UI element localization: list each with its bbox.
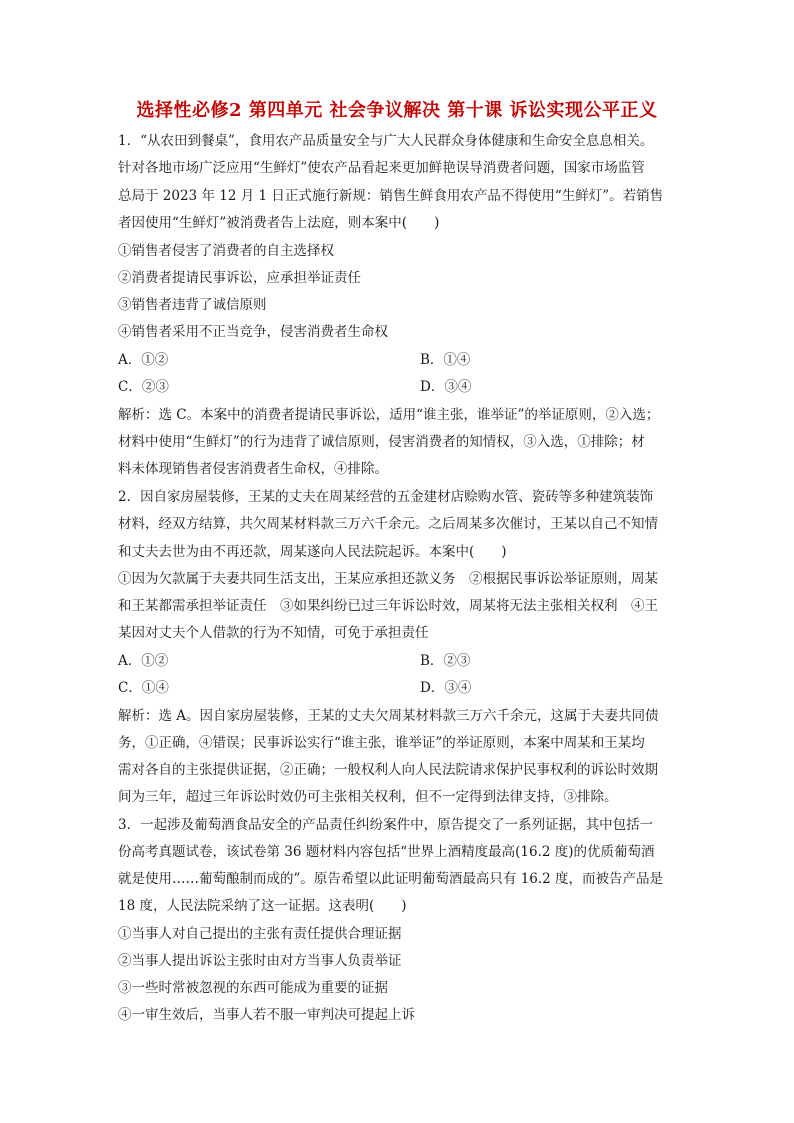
q1-analysis-line: 解析：选 C。本案中的消费者提请民事诉讼，适用“谁主张，谁举证”的举证原则，②入选； bbox=[118, 407, 660, 423]
q2-option-c: C．①④ bbox=[118, 680, 169, 696]
q2-analysis-line: 需对各自的主张提供证据，②正确；一般权利人向人民法院请求保护民事权利的诉讼时效期 bbox=[118, 762, 658, 778]
q1-option-a: A．①② bbox=[118, 352, 169, 368]
q1-item: ②消费者提请民事诉讼，应承担举证责任 bbox=[118, 270, 361, 286]
q2-analysis-line: 解析：选 A。因自家房屋装修，王某的丈夫欠周某材料款三万六千余元，这属于夫妻共同债 bbox=[118, 708, 659, 724]
q1-stem-line: 1．“从农田到餐桌”，食用农产品质量安全与广大人民群众身体健康和生命安全息息相关。 bbox=[118, 133, 654, 149]
q3-stem-line: 就是使用……葡萄酿制而成的”。原告希望以此证明葡萄酒最高只有 16.2 度，而被告产品是 bbox=[118, 871, 664, 887]
q1-analysis-line: 料未体现销售者侵害消费者生命权，④排除。 bbox=[118, 461, 388, 477]
q3-item: ②当事人提出诉讼主张时由对方当事人负责举证 bbox=[118, 953, 402, 969]
q3-stem-line: 3．一起涉及葡萄酒食品安全的产品责任纠纷案件中，原告提交了一系列证据，其中包括一 bbox=[118, 817, 654, 833]
q3-item: ③一些时常被忽视的东西可能成为重要的证据 bbox=[118, 980, 388, 996]
q2-item-line: ①因为欠款属于夫妻共同生活支出，王某应承担还款义务 ②根据民事诉讼举证原则，周某 bbox=[118, 571, 658, 587]
q1-analysis-line: 材料中使用“生鲜灯”的行为违背了诚信原则，侵害消费者的知情权，③入选，①排除；材 bbox=[118, 434, 645, 450]
q3-stem-line: 份高考真题试卷，该试卷第 36 题材料内容包括“世界上酒精度最高(16.2 度)的优质葡萄酒 bbox=[118, 844, 655, 860]
q2-analysis-line: 务，①正确，④错误；民事诉讼实行“谁主张，谁举证”的举证原则，本案中周某和王某均 bbox=[118, 735, 645, 751]
q1-item: ③销售者违背了诚信原则 bbox=[118, 297, 267, 313]
q1-option-b: B．①④ bbox=[420, 352, 471, 368]
q1-stem-line: 总局于 2023 年 12 月 1 日正式施行新规：销售生鲜食用农产品不得使用“生鲜灯”。若销售 bbox=[118, 188, 664, 204]
q1-item: ④销售者采用不正当竞争，侵害消费者生命权 bbox=[118, 324, 388, 340]
q2-option-a: A．①② bbox=[118, 653, 169, 669]
q3-item: ①当事人对自己提出的主张有责任提供合理证据 bbox=[118, 926, 402, 942]
q2-stem-line: 2．因自家房屋装修，王某的丈夫在周某经营的五金建材店赊购水管、瓷砖等多种建筑装饰 bbox=[118, 489, 654, 505]
q3-stem-line: 18 度，人民法院采纳了这一证据。这表明( ) bbox=[118, 898, 407, 914]
q2-option-d: D．③④ bbox=[420, 680, 472, 696]
q2-stem-line: 材料，经双方结算，共欠周某材料款三万六千余元。之后周某多次催讨，王某以自己不知情 bbox=[118, 516, 658, 532]
q1-item: ①销售者侵害了消费者的自主选择权 bbox=[118, 243, 334, 259]
q1-option-c: C．②③ bbox=[118, 379, 169, 395]
q1-stem-line: 者因使用“生鲜灯”被消费者告上法庭，则本案中( ) bbox=[118, 215, 440, 231]
q2-stem-line: 和丈夫去世为由不再还款，周某遂向人民法院起诉。本案中( ) bbox=[118, 544, 507, 560]
q1-option-d: D．③④ bbox=[420, 379, 472, 395]
q2-option-b: B．②③ bbox=[420, 653, 471, 669]
page-title: 选择性必修2 第四单元 社会争议解决 第十课 诉讼实现公平正义 bbox=[136, 100, 658, 121]
q2-item-line: 和王某都需承担举证责任 ③如果纠纷已过三年诉讼时效，周某将无法主张相关权利 ④王 bbox=[118, 598, 658, 614]
q2-analysis-line: 间为三年，超过三年诉讼时效仍可主张相关权利，但不一定得到法律支持，③排除。 bbox=[118, 789, 618, 805]
q1-stem-line: 针对各地市场广泛应用“生鲜灯”使农产品看起来更加鲜艳误导消费者问题，国家市场监管 bbox=[118, 160, 645, 176]
q3-item: ④一审生效后，当事人若不服一审判决可提起上诉 bbox=[118, 1007, 415, 1023]
q2-item-line: 某因对丈夫个人借款的行为不知情，可免于承担责任 bbox=[118, 625, 429, 641]
